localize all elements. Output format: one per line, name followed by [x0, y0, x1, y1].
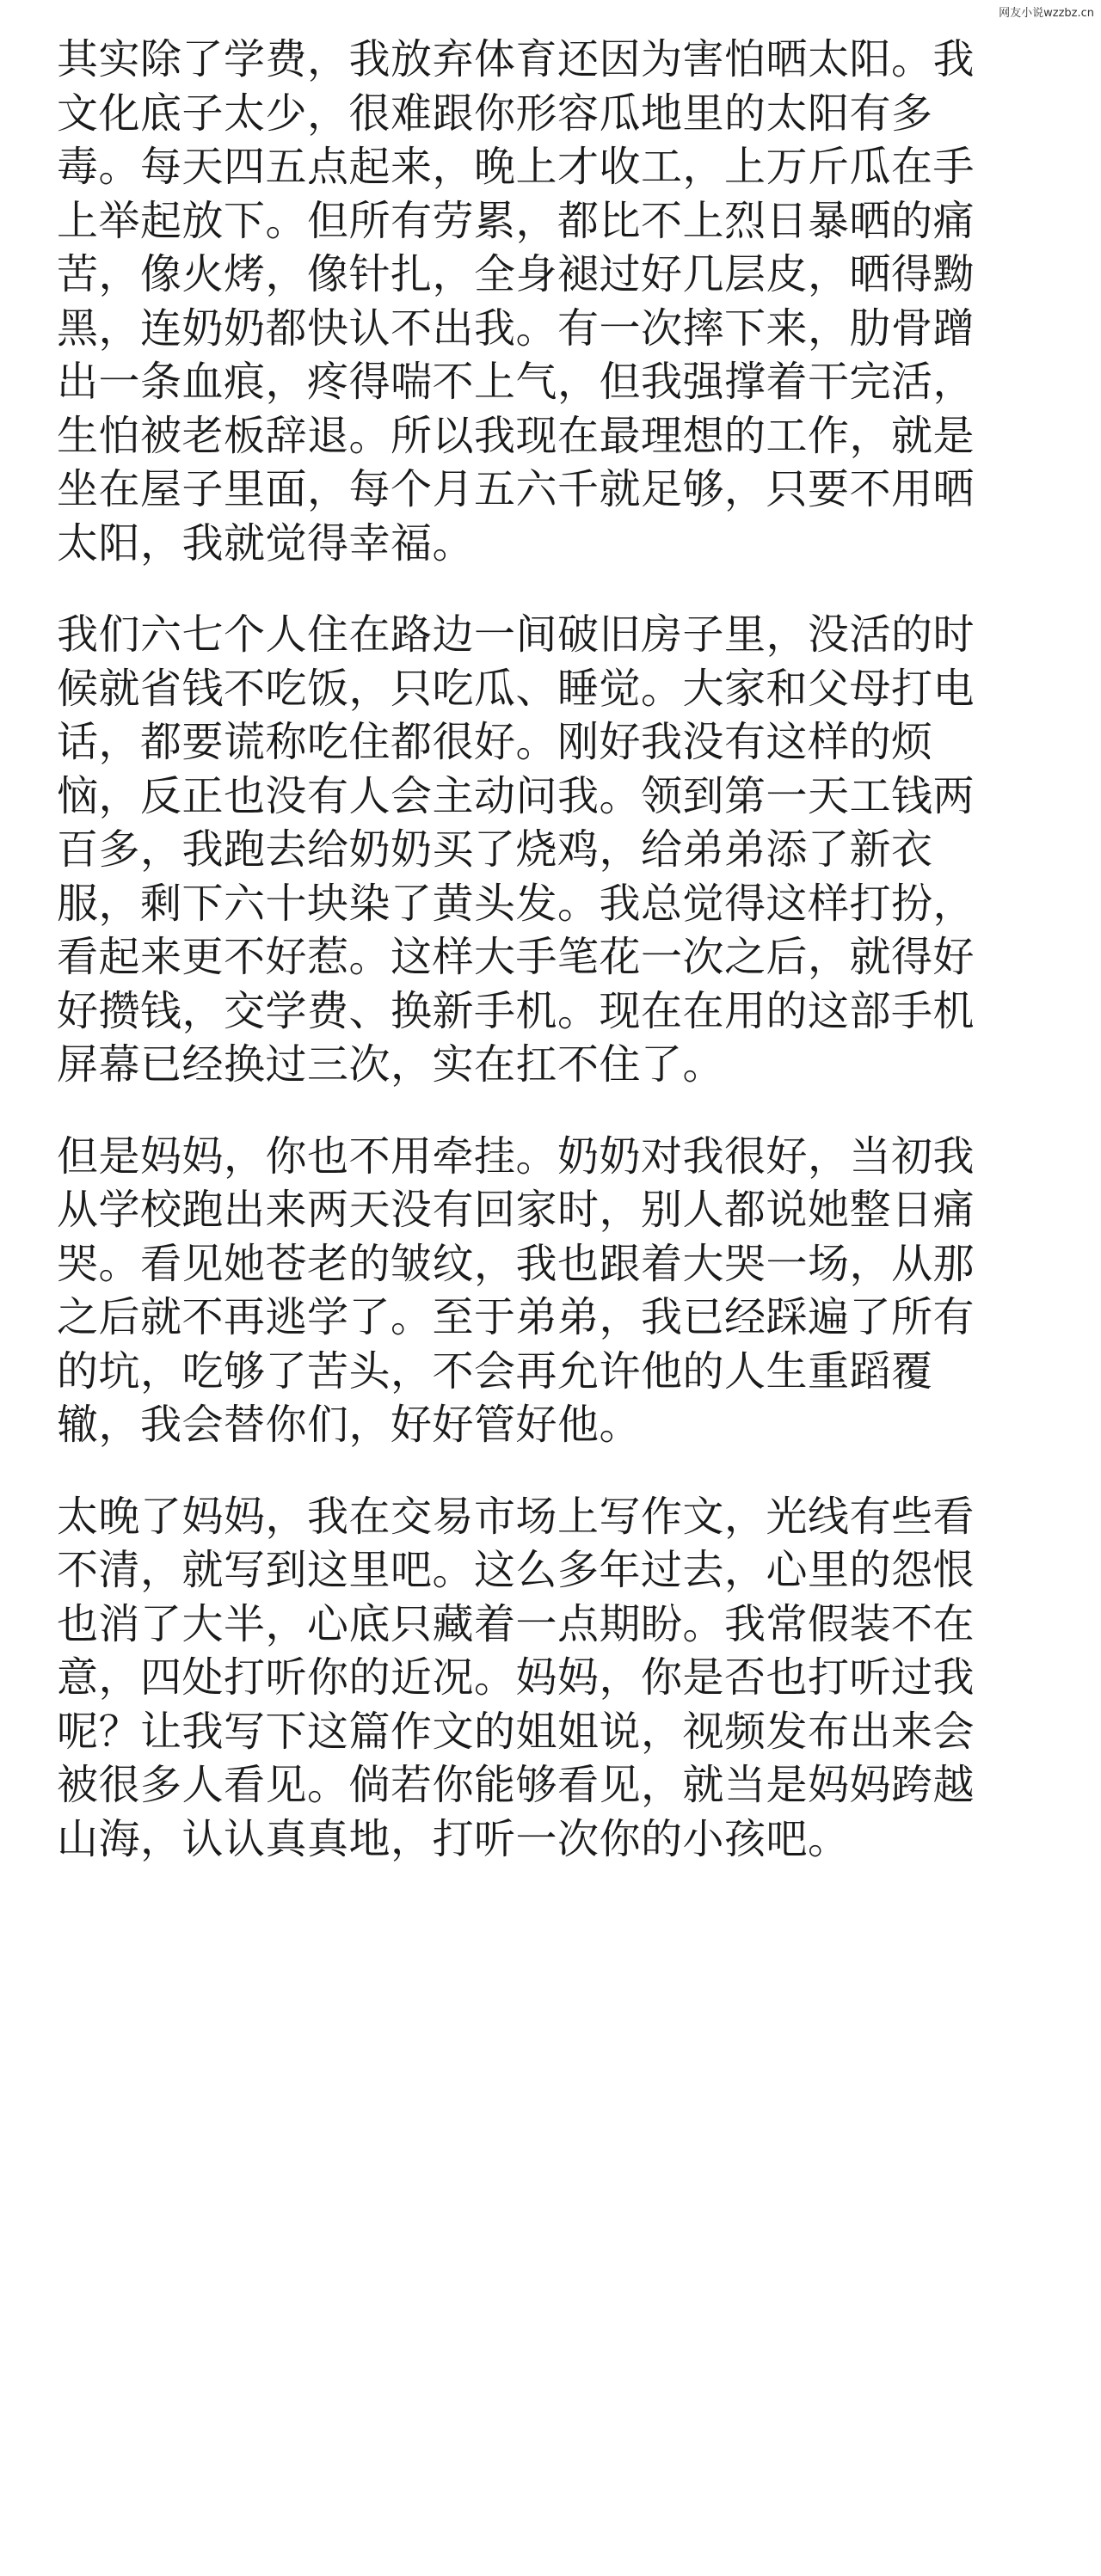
text-line: 山海，认认真真地，打听一次你的小孩吧。: [57, 1814, 850, 1863]
text-line: 黑，连奶奶都快认不出我。有一次摔下来，肋骨蹭: [57, 304, 975, 353]
text-line: 生怕被老板辞退。所以我现在最理想的工作，就是: [57, 411, 975, 460]
text-line: 话，都要谎称吃住都很好。刚好我没有这样的烦: [57, 718, 933, 766]
text-line: 被很多人看见。倘若你能够看见，就当是妈妈跨越: [57, 1761, 975, 1809]
text-line: 之后就不再逃学了。至于弟弟，我已经踩遍了所有: [57, 1293, 975, 1341]
text-line: 呢？让我写下这篇作文的姐姐说，视频发布出来会: [57, 1707, 975, 1756]
text-line: 其实除了学费，我放弃体育还因为害怕晒太阳。我: [57, 35, 975, 83]
text-line: 也消了大半，心底只藏着一点期盼。我常假装不在: [57, 1599, 975, 1648]
paragraph-2: [57, 608, 1055, 1092]
text-line: 的坑，吃够了苦头，不会再允许他的人生重蹈覆: [57, 1346, 933, 1395]
essay-article: [57, 33, 1055, 1904]
text-line: 候就省钱不吃饭，只吃瓜、睡觉。大家和父母打电: [57, 664, 975, 713]
text-line: 苦，像火烤，像针扎，全身褪过好几层皮，晒得黝: [57, 250, 975, 298]
text-line: 哭。看见她苍老的皱纹，我也跟着大哭一场，从那: [57, 1239, 975, 1288]
paragraph-4: [57, 1490, 1055, 1867]
text-line: 意，四处打听你的近况。妈妈，你是否也打听过我: [57, 1653, 975, 1702]
text-line: 出一条血痕，疼得喘不上气，但我强撑着干完活，: [57, 358, 975, 406]
text-line: 太晚了妈妈，我在交易市场上写作文，光线有些看: [57, 1492, 975, 1541]
text-line: 恼，反正也没有人会主动问我。领到第一天工钱两: [57, 771, 975, 820]
watermark-text: 网友小说wzzbz.cn: [999, 7, 1094, 20]
text-line: 不清，就写到这里吧。这么多年过去，心里的怨恨: [57, 1546, 975, 1594]
paragraph-3: [57, 1130, 1055, 1452]
text-line: 服，剩下六十块染了黄头发。我总觉得这样打扮，: [57, 879, 975, 928]
text-line: 坐在屋子里面，每个月五六千就足够，只要不用晒: [57, 465, 975, 513]
text-line: 我们六七个人住在路边一间破旧房子里，没活的时: [57, 610, 975, 659]
text-line: 上举起放下。但所有劳累，都比不上烈日暴晒的痛: [57, 196, 975, 245]
text-line: 太阳，我就觉得幸福。: [57, 518, 475, 567]
text-line: 看起来更不好惹。这样大手笔花一次之后，就得好: [57, 933, 975, 981]
text-line: 毒。每天四五点起来，晚上才收工，上万斤瓜在手: [57, 143, 975, 191]
paragraph-1: [57, 33, 1055, 570]
text-line: 文化底子太少，很难跟你形容瓜地里的太阳有多: [57, 89, 933, 138]
text-line: 好攒钱，交学费、换新手机。现在在用的这部手机: [57, 986, 975, 1035]
text-line: 从学校跑出来两天没有回家时，别人都说她整日痛: [57, 1186, 975, 1234]
text-line: 辙，我会替你们，好好管好他。: [57, 1401, 642, 1449]
text-line: 屏幕已经换过三次，实在扛不住了。: [57, 1040, 725, 1089]
text-line: 但是妈妈，你也不用牵挂。奶奶对我很好，当初我: [57, 1132, 975, 1181]
text-line: 百多，我跑去给奶奶买了烧鸡，给弟弟添了新衣: [57, 825, 933, 874]
